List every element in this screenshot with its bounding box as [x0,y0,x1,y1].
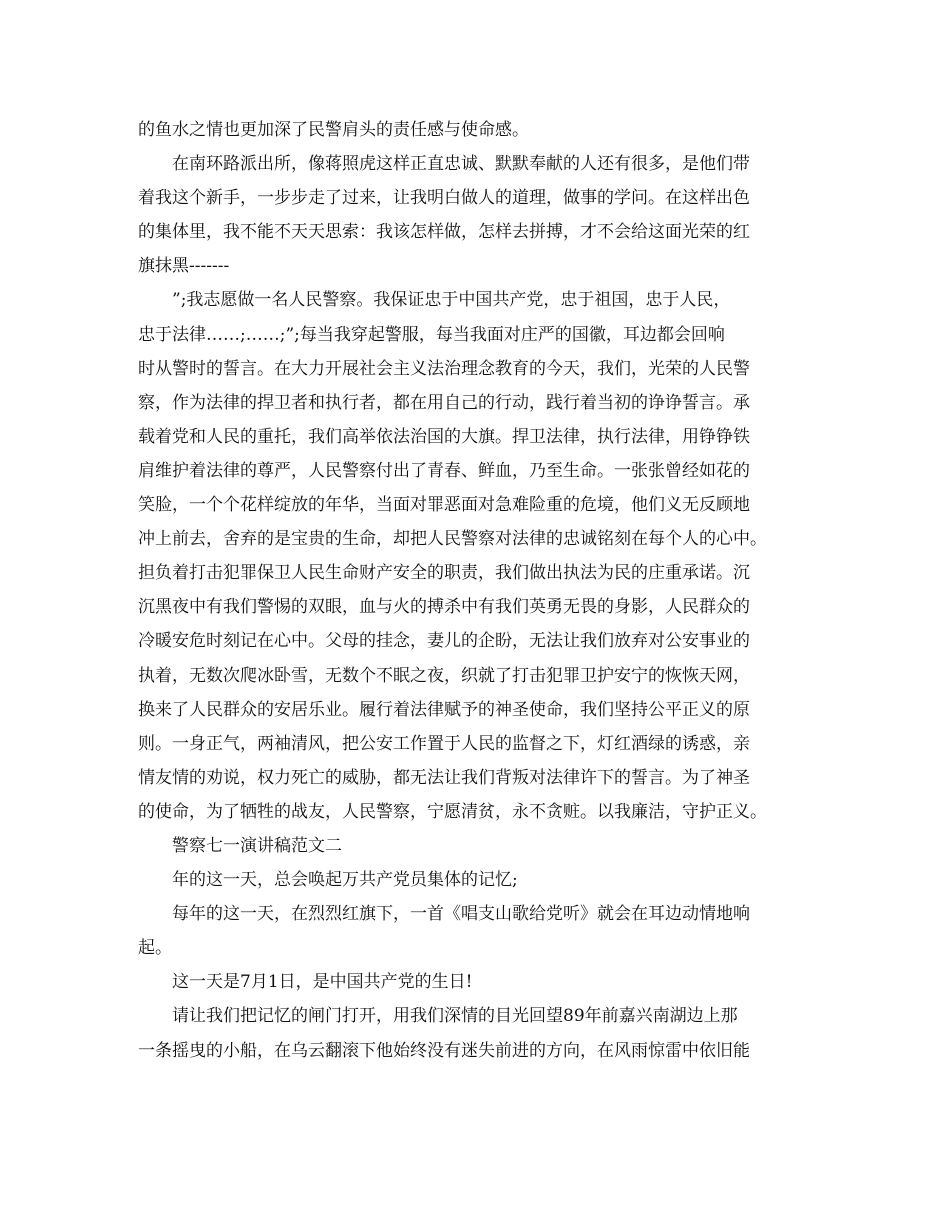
text-line: 载着党和人民的重托，我们高举依法治国的大旗。捍卫法律，执行法律，用铮铮铁 [138,426,750,447]
text-line: 察，作为法律的捍卫者和执行者，都在用自己的行动，践行着当初的诤诤誓言。承 [138,392,750,413]
text-line: 的集体里，我不能不天天思索：我该怎样做，怎样去拼搏，才不会给这面光荣的红 [138,222,750,243]
text-line: 每年的这一天，在烈烈红旗下，一首《唱支山歌给党听》就会在耳边动情地响 [172,904,750,925]
text-line: 笑脸，一个个花样绽放的年华，当面对罪恶面对急难险重的危境，他们义无反顾地 [138,495,750,516]
text-line: 时从警时的誓言。在大力开展社会主义法治理念教育的今天，我们，光荣的人民警 [138,358,750,379]
text-line: 情友情的劝说，权力死亡的威胁，都无法让我们背叛对法律许下的誓言。为了神圣 [138,767,750,788]
text-line: 一条摇曳的小船，在乌云翻滚下他始终没有迷失前进的方向，在风雨惊雷中依旧能 [138,1040,750,1061]
text-line: 担负着打击犯罪保卫人民生命财产安全的职责，我们做出执法为民的庄重承诺。沉 [138,563,750,584]
text-line: 肩维护着法律的尊严，人民警察付出了青春、鲜血，乃至生命。一张张曾经如花的 [138,460,750,481]
text-line: 旗抹黑------- [138,256,230,277]
text-line: ”;我志愿做一名人民警察。我保证忠于中国共产党，忠于祖国，忠于人民， [172,290,731,311]
text-line: 请让我们把记忆的闸门打开，用我们深情的目光回望89年前嘉兴南湖边上那 [172,1006,738,1027]
text-line: 冲上前去，舍弃的是宝贵的生命，却把人民警察对法律的忠诚铭刻在每个人的心中。 [138,529,767,550]
text-line: 在南环路派出所，像蒋照虎这样正直忠诚、默默奉献的人还有很多，是他们带 [172,154,750,175]
section-heading: 警察七一演讲稿范文二 [172,835,342,856]
text-line: 沉黑夜中有我们警惕的双眼，血与火的搏杀中有我们英勇无畏的身影，人民群众的 [138,597,750,618]
text-line: 这一天是7月1日，是中国共产党的生日! [172,972,473,993]
text-line: 着我这个新手，一步步走了过来，让我明白做人的道理，做事的学问。在这样出色 [138,188,750,209]
text-line: 的使命，为了牺牲的战友，人民警察，宁愿清贫，永不贪赃。以我廉洁，守护正义。 [138,801,767,822]
text-line: 则。一身正气，两袖清风，把公安工作置于人民的监督之下，灯红酒绿的诱惑，亲 [138,733,750,754]
text-line: 执着，无数次爬冰卧雪，无数个不眠之夜，织就了打击犯罪卫护安宁的恢恢天网， [138,665,750,686]
text-line: 起。 [138,938,172,959]
text-line: 年的这一天，总会唤起万共产党员集体的记忆; [172,870,518,891]
text-line: 的鱼水之情也更加深了民警肩头的责任感与使命感。 [138,120,529,140]
text-line: 冷暖安危时刻记在心中。父母的挂念，妻儿的企盼，无法让我们放弃对公安事业的 [138,631,750,652]
document-page [138,113,828,1068]
text-line: 忠于法律……;……;”;每当我穿起警服，每当我面对庄严的国徽，耳边都会回响 [138,324,725,345]
text-line: 换来了人民群众的安居乐业。履行着法律赋予的神圣使命，我们坚持公平正义的原 [138,699,750,720]
